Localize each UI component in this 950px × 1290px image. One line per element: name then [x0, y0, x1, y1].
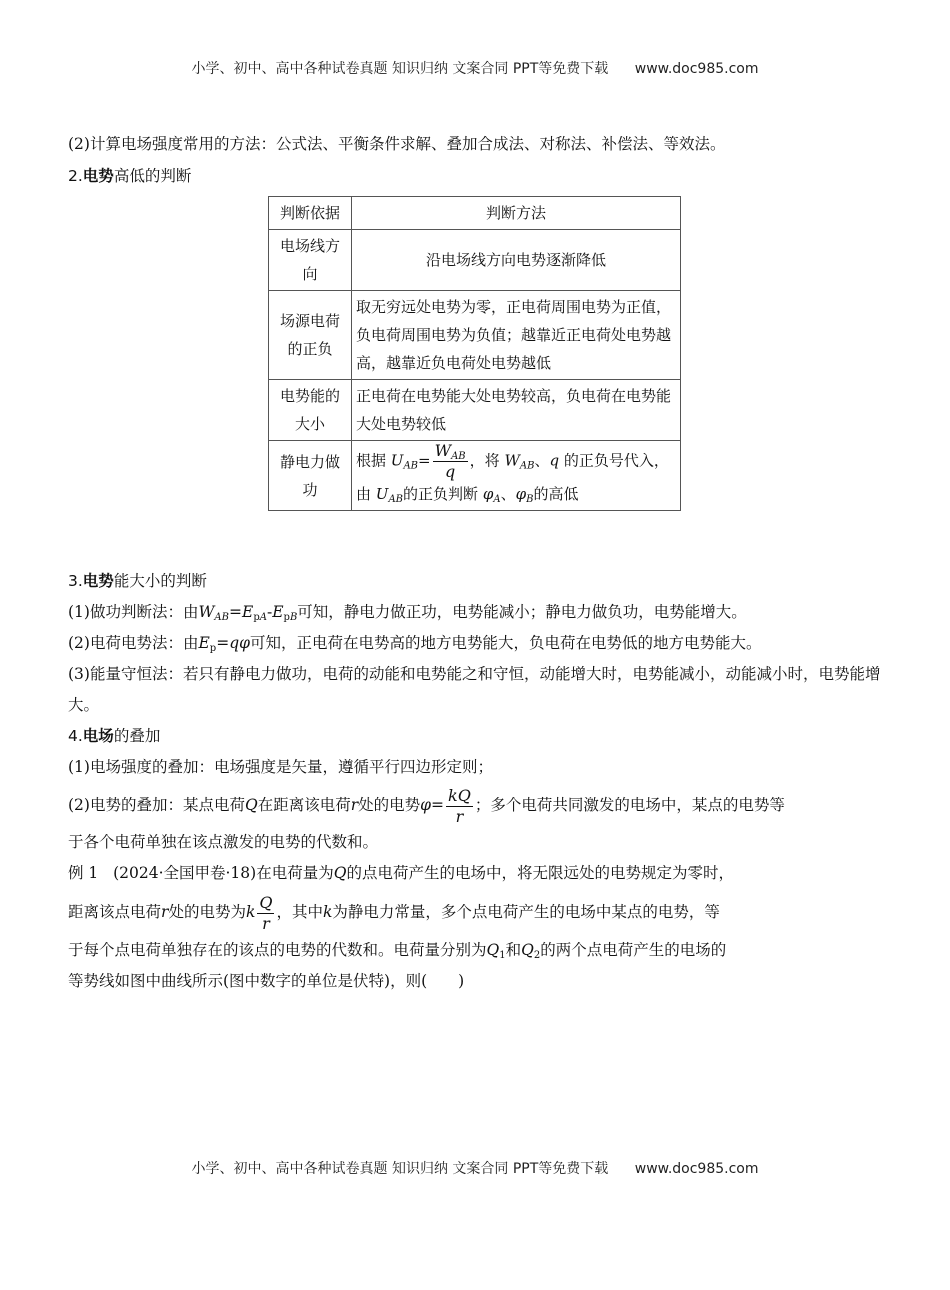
- table-row: [269, 380, 681, 441]
- section-heading-3: 3.电势能大小的判断: [68, 572, 207, 590]
- example-label: 例 1: [68, 864, 99, 882]
- main-content: [68, 128, 888, 192]
- example-1-line-2: 距离该点电荷r处的电势为k $\frac{Q}{r}$ ，其中k为静电力常量，多个点电荷产生的电场中某点的电势，等: [68, 892, 720, 933]
- paragraph-charge-method: (2)电荷电势法：由$E_p=q\varphi$可知，正电荷在电势高的地方电势能大，负电荷在电势低的地方电势能大。: [68, 634, 762, 654]
- potential-judgment-table: [268, 196, 681, 511]
- paragraph-field-methods: (2)计算电场强度常用的方法：公式法、平衡条件求解、叠加合成法、对称法、补偿法、等效法。: [68, 135, 726, 153]
- table-header-cell: 判断依据: [269, 197, 352, 230]
- page-footer: [0, 1158, 950, 1178]
- table-cell: 沿电场线方向电势逐渐降低: [352, 230, 681, 291]
- fraction-q-r: $\frac{Q}{r}$: [259, 892, 273, 933]
- page-header: [0, 58, 950, 78]
- example-1-line-1: 例 1 (2024·全国甲卷·18)在电荷量为Q的点电荷产生的电场中，将无限远处的电势规定为零时，: [68, 864, 734, 882]
- table-row: [269, 230, 681, 291]
- table-header-row: [269, 197, 681, 230]
- table-cell: 场源电荷的正负: [269, 291, 352, 380]
- table-cell: 根据 $U_{AB}=$ $\frac{W_{AB}}{q}$ ，将 $W_{AB}$、q 的正负号代入， 由 $U_{AB}$的正负判断 $\varphi_A$、$\varphi_B$的高低: [352, 441, 681, 511]
- paragraph-potential-superposition-cont: 于各个电荷单独在该点激发的电势的代数和。: [68, 833, 379, 851]
- fraction-kq-r: $\frac{kQ}{r}$: [448, 785, 471, 826]
- paragraph-potential-superposition: (2)电势的叠加：某点电荷Q在距离该电荷r处的电势φ= $\frac{kQ}{r}$ ；多个电荷共同激发的电场中，某点的电势等: [68, 785, 785, 826]
- fraction-wab-q: $\frac{W_{AB}}{q}$: [434, 441, 466, 481]
- section-heading-4: 4.电场的叠加: [68, 727, 161, 745]
- example-1-line-3: 于每个点电荷单独存在的该点的电势的代数和。电荷量分别为$Q_1$和$Q_2$的两个点电荷产生的电场的: [68, 941, 727, 961]
- paragraph-energy-method: (3)能量守恒法：若只有静电力做功，电荷的动能和电势能之和守恒，动能增大时，电势能减小，动能减小时，电势能增大。: [68, 665, 881, 714]
- example-1-line-4: 等势线如图中曲线所示(图中数字的单位是伏特)，则( ): [68, 972, 465, 990]
- footer-text: 小学、初中、高中各种试卷真题 知识归纳 文案合同 PPT等免费下载: [191, 1161, 609, 1177]
- table-cell: 静电力做功: [269, 441, 352, 511]
- table-row: [269, 291, 681, 380]
- section-heading-2: 2.电势高低的判断: [68, 167, 192, 185]
- table-cell: 电场线方向: [269, 230, 352, 291]
- footer-url[interactable]: www.doc985.com: [634, 1161, 759, 1177]
- header-text: 小学、初中、高中各种试卷真题 知识归纳 文案合同 PPT等免费下载: [191, 61, 609, 77]
- table-cell: 电势能的大小: [269, 380, 352, 441]
- table-cell: 正电荷在电势能大处电势较高，负电荷在电势能大处电势较低: [352, 380, 681, 441]
- table-cell: 取无穷远处电势为零，正电荷周围电势为正值，负电荷周围电势为负值；越靠近正电荷处电势越高，越靠近负电荷处电势越低: [352, 291, 681, 380]
- header-url[interactable]: www.doc985.com: [634, 61, 759, 77]
- paragraph-field-superposition: (1)电场强度的叠加：电场强度是矢量，遵循平行四边形定则；: [68, 758, 493, 776]
- table-row: [269, 441, 681, 511]
- section-3-4-content: [68, 566, 888, 997]
- paragraph-work-method: (1)做功判断法：由$W_{AB}=E_{pA}-E_{pB}$可知，静电力做正功，电势能减小；静电力做负功，电势能增大。: [68, 603, 747, 623]
- table-header-cell: 判断方法: [352, 197, 681, 230]
